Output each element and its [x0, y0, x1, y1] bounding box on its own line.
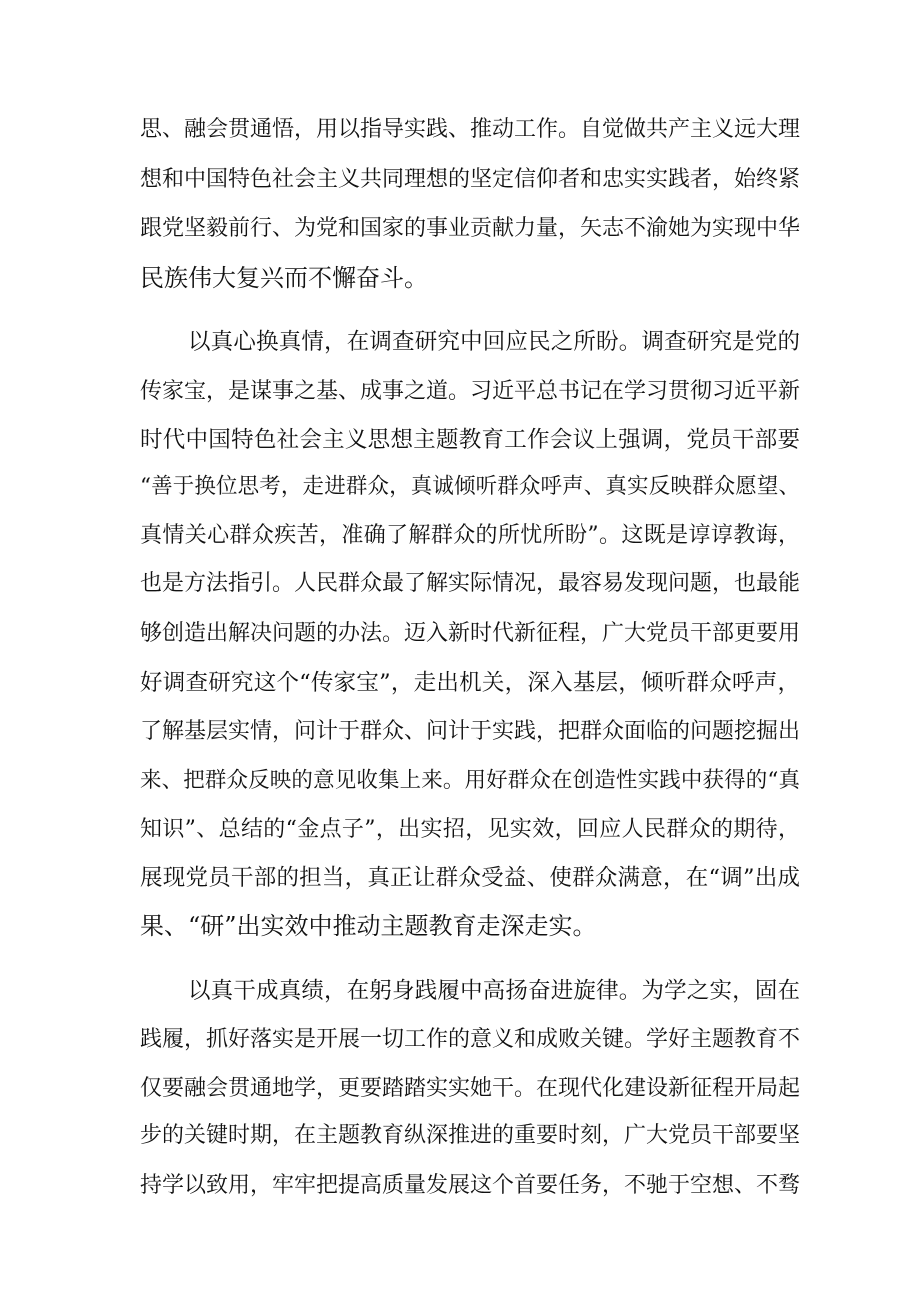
paragraph-2-line-10: 来、把群众反映的意见收集上来。用好群众在创造性实践中获得的“真 — [140, 768, 800, 793]
paragraph-2-line-8: 好调查研究这个“传家宝”，走出机关，深入基层，倾听群众呼声， — [140, 670, 800, 696]
paragraph-2-line-13: 果、“研”出实效中推动主题教育走深走实。 — [140, 912, 597, 940]
paragraph-2-line-7: 够创造出解决问题的办法。迈入新时代新征程，广大党员干部更要用 — [140, 621, 801, 646]
paragraph-1-line-1: 思、融会贯通悟，用以指导实践、推动工作。自觉做共产主义远大理 — [140, 117, 801, 142]
paragraph-2-line-1: 以真心换真情，在调查研究中回应民之所盼。调查研究是党的 — [188, 329, 800, 355]
paragraph-3-line-4: 步的关键时期，在主题教育纵深推进的重要时刻，广大党员干部要坚 — [140, 1123, 801, 1148]
paragraph-3-line-3: 仅要融会贯通地学，更要踏踏实实她干。在现代化建设新征程开局起 — [140, 1076, 801, 1101]
paragraph-2-line-6: 也是方法指引。人民群众最了解实际情况，最容易发现问题，也最能 — [140, 571, 801, 596]
paragraph-2-line-2: 传家宝，是谋事之基、成事之道。习近平总书记在学习贯彻习近平新 — [140, 379, 801, 404]
paragraph-2-line-11: 知识”、总结的“金点子”，出实招，见实效，回应人民群众的期待， — [140, 817, 800, 842]
paragraph-3-line-1: 以真干成真绩，在躬身践履中高扬奋进旋律。为学之实，固在 — [188, 978, 800, 1004]
paragraph-2-line-12: 展现党员干部的担当，真正让群众受益、使群众满意，在“调”出成 — [140, 865, 800, 891]
paragraph-1-line-3: 跟党坚毅前行、为党和国家的事业贡献力量，矢志不渝她为实现中华 — [140, 216, 801, 241]
paragraph-2-line-9: 了解基层实情，问计于群众、问计于实践，把群众面临的问题挖掘出 — [140, 719, 801, 744]
paragraph-2-line-3: 时代中国特色社会主义思想主题教育工作会议上强调，党员干部要 — [140, 427, 800, 453]
paragraph-3-line-2: 践履，抓好落实是开展一切工作的意义和成败关键。学好主题教育不 — [140, 1027, 801, 1052]
paragraph-2-line-5: 真情关心群众疾苦，准确了解群众的所忧所盼”。这既是谆谆教诲， — [140, 523, 800, 548]
paragraph-2-line-4: “善于换位思考，走进群众，真诚倾听群众呼声、真实反映群众愿望、 — [140, 474, 800, 499]
paragraph-1-line-2: 想和中国特色社会主义共同理想的坚定信仰者和忠实实践者，始终紧 — [140, 167, 801, 192]
paragraph-3-line-5: 持学以致用，牢牢把提高质量发展这个首要任务，不驰于空想、不骛 — [140, 1173, 801, 1198]
paragraph-1-line-4: 民族伟大复兴而不懈奋斗。 — [140, 264, 428, 292]
